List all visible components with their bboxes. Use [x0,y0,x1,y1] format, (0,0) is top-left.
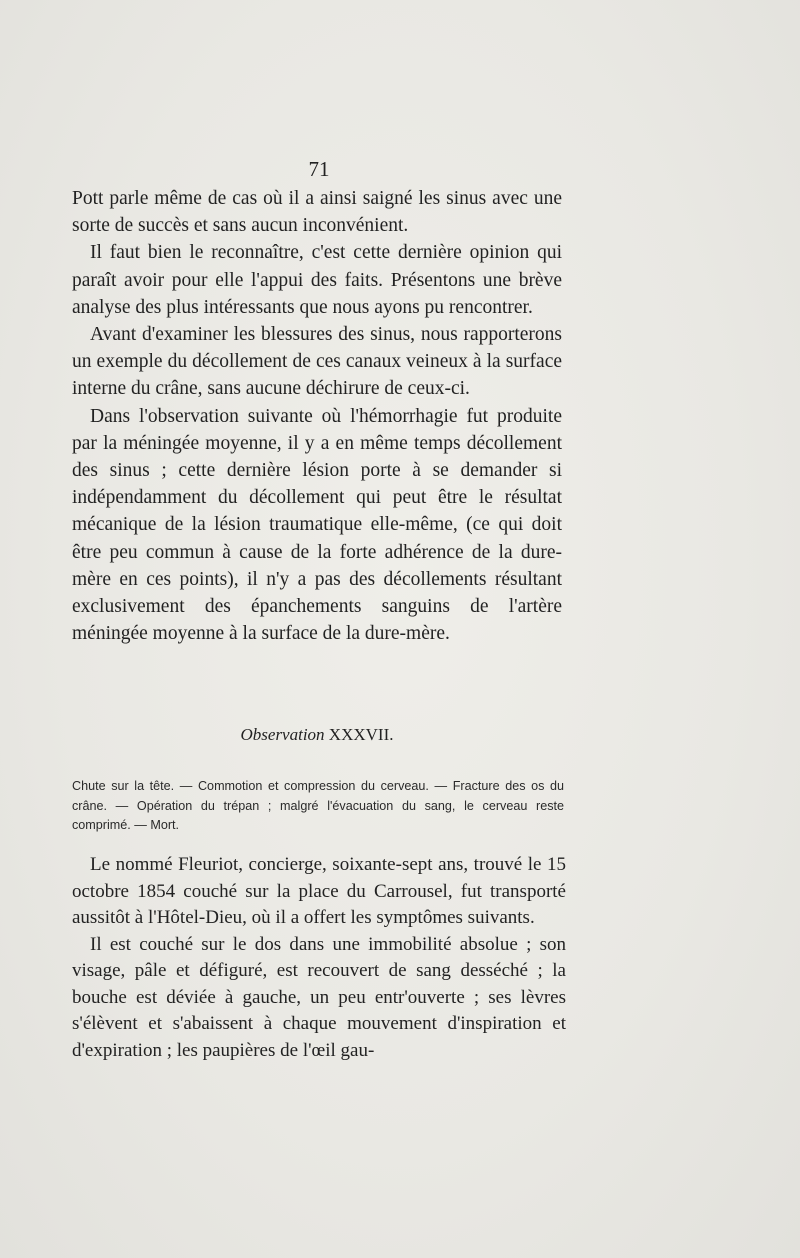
observation-summary: Chute sur la tête. — Commotion et compression du cerveau. — Fracture des os du crâne. — Opération du trépan ; malgré l'évacuation du sang, le cerveau reste comprimé. — Mort. [72,779,564,832]
observation-label: Observation [240,725,325,744]
observation-heading [72,725,562,745]
paragraph: Le nommé Fleuriot, concierge, soixante-sept ans, trouvé le 15 octobre 1854 couché sur la place du Carrousel, fut transporté aussitôt à l'Hôtel-Dieu, où il a offert les symptômes suivants. [72,854,566,928]
paragraph: Il est couché sur le dos dans une immobilité absolue ; son visage, pâle et défiguré, est recouvert de sang desséché ; la bouche est déviée à gauche, un peu entr'ouverte ; ses lèvres s'élèvent et s'abaissent à chaque mouvement d'inspiration et d'expiration ; les paupières de l'œil gau- [72,933,566,1061]
paragraph: Il faut bien le reconnaître, c'est cette dernière opinion qui paraît avoir pour elle l'appui des faits. Présentons une brève analyse des plus intéressants que nous ayons pu rencontrer. [72,242,562,318]
observation-number: XXXVII. [328,725,394,744]
paragraph-continuation: Pott parle même de cas où il a ainsi saigné les sinus avec une sorte de succès et sans aucun inconvénient. [72,188,562,237]
paragraph: Avant d'examiner les blessures des sinus, nous rapporterons un exemple du décollement de ces canaux veineux à la surface interne du crâne, sans aucune déchirure de ceux-ci. [72,324,562,400]
main-text [72,185,562,647]
paragraph: Dans l'observation suivante où l'hémorrhagie fut produite par la méningée moyenne, il y a en même temps décollement des sinus ; cette dernière lésion porte à se demander si indépendamment du décollement qui peut être le résultat mécanique de la lésion traumatique elle-même, (ce qui doit être peu commun à cause de la forte adhérence de la dure-mère en ces points), il n'y a pas des décollements résultant exclusivement des épanchements sanguins de l'artère méningée moyenne à la surface de la dure-mère. [72,405,562,645]
observation-text [72,852,566,1064]
page-number: 71 [308,157,330,181]
